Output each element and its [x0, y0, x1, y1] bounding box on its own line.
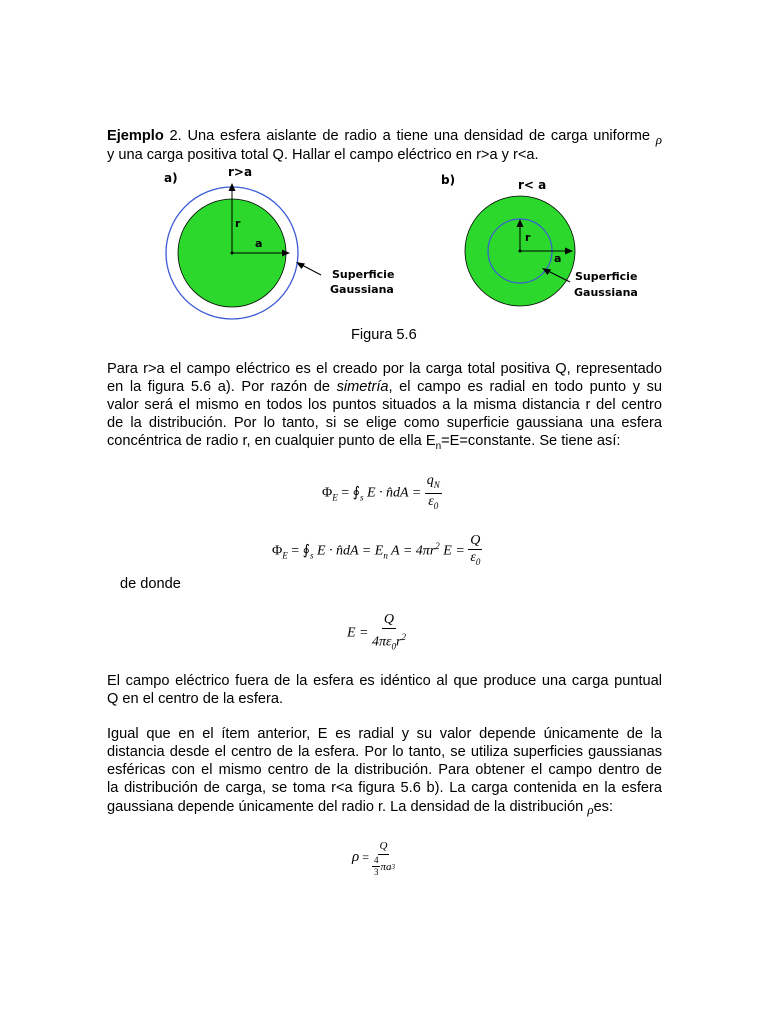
eq1-body: E · n̂dA = [363, 485, 425, 501]
eq3-fraction [372, 612, 406, 654]
case-b-label: r< a [518, 178, 547, 192]
para3-text-1: Igual que en el ítem anterior, E es radial y su valor depende únicamente de la [107, 726, 662, 742]
para1-sub-n: n [435, 440, 442, 452]
eq4-inner-den: 3 [373, 867, 379, 877]
surface-label-a-1: Superficie [332, 268, 395, 281]
para3-text-3: esféricas con el mismo centro de la distribución. Para obtener el campo dentro de [107, 762, 662, 778]
eq4-num: Q [378, 838, 390, 855]
rho-symbol-2: ρ [587, 802, 594, 817]
para1-text-4: de la distribución. Por lo tanto, si se elige como superficie gaussiana una esfera [107, 415, 662, 431]
eq3-den-sup: 2 [401, 632, 406, 642]
para3-line-5 [107, 798, 662, 816]
eq4-fraction [372, 838, 395, 878]
eq2-phi-sub: E [282, 550, 288, 561]
eq2-body-3: E = [439, 543, 469, 559]
example-number: 2. [163, 128, 182, 144]
eq2-sup: 2 [435, 540, 440, 551]
eq4-inner-num: 4 [373, 855, 379, 865]
figure-caption: Figura 5.6 [351, 327, 417, 343]
de-donde [120, 576, 675, 593]
de-donde-text: de donde [120, 576, 181, 592]
eq3-den-1: 4πε [372, 634, 392, 650]
eq2-den: ε [470, 550, 476, 565]
eq3-num: Q [383, 612, 395, 627]
eq1-den-sub: 0 [433, 500, 439, 511]
eq3-lhs: E = [347, 625, 372, 641]
eq4-inner-fraction [372, 855, 381, 878]
para1-text-5a: concéntrica de radio r, en cualquier punto de ella E [107, 433, 436, 449]
para3-text-5b: es: [593, 799, 614, 815]
para2-line-2 [107, 691, 662, 708]
para1-text-5b: =E=constante. Se tiene así: [441, 433, 621, 449]
eq2-fraction [468, 533, 482, 570]
eq4-tail: πa [380, 860, 392, 873]
eq1-fraction [425, 473, 442, 514]
eq4-rho: ρ [352, 848, 360, 865]
eq2-body-1: E · n̂dA = E [313, 543, 384, 559]
eq2-sub-n: n [383, 550, 388, 561]
panel-a-label: a) [164, 171, 178, 185]
equation-1 [322, 473, 442, 514]
eq2-body-2: A = 4πr [387, 543, 436, 559]
equation-4 [352, 838, 395, 878]
para3-text-2: distancia desde el centro de la esfera. Por lo tanto, se utiliza superficies gaussianas [107, 744, 662, 760]
example-text-1: Una esfera aislante de radio a tiene una densidad de carga uniforme [181, 128, 650, 144]
sphere-diagram-a [160, 180, 430, 330]
surface-label-b-2: Gaussiana [574, 286, 638, 299]
eq1-num-sub: N [433, 479, 440, 490]
para1-text-3: valor será el mismo en todos los puntos situados a la misma distancia r del centro [107, 397, 662, 413]
eq1-den: ε [428, 493, 434, 509]
para1-text-2a: en la figura 5.6 a). Por razón de [107, 379, 337, 395]
eq3-den-sub: 0 [391, 641, 397, 652]
example-line-2 [107, 147, 662, 164]
para1-text-2b: simetría [336, 379, 389, 395]
eq2-num: Q [470, 533, 481, 548]
a-label-a: a [255, 237, 263, 250]
eq2-phi: Φ [272, 543, 283, 559]
example-heading: Ejemplo [107, 128, 164, 144]
para2-text-1: El campo eléctrico fuera de la esfera es idéntico al que produce una carga puntual [107, 673, 662, 689]
panel-b-label: b) [441, 173, 456, 187]
eq2-integral: = ∮ [287, 543, 310, 559]
eq3-den-2: r [396, 634, 402, 650]
para3-text-5a: gaussiana depende únicamente del radio r. La densidad de la distribución [107, 799, 588, 815]
eq1-phi: Φ [322, 485, 333, 501]
a-label-b: a [554, 252, 562, 265]
para1-line-5 [107, 433, 662, 455]
example-text-2: y una carga positiva total Q. Hallar el campo eléctrico en r>a y r<a. [107, 147, 539, 163]
eq1-phi-sub: E [332, 492, 338, 503]
eq4-equals: = [359, 849, 372, 864]
surface-label-b-1: Superficie [575, 270, 638, 283]
r-label-b: r [525, 231, 531, 244]
r-label-a: r [235, 217, 241, 230]
surface-label-a-2: Gaussiana [330, 283, 394, 296]
para1-text-2c: , el campo es radial en todo punto y su [388, 379, 662, 395]
eq1-integral: = ∮ [337, 485, 360, 501]
eq4-sup: 3 [391, 862, 395, 871]
equation-2 [272, 533, 482, 570]
rho-symbol: ρ [655, 132, 662, 147]
para1-text-1: Para r>a el campo eléctrico es el creado por la carga total positiva Q, representado [107, 361, 662, 377]
equation-3 [347, 612, 406, 654]
para2-text-2: Q en el centro de la esfera. [107, 691, 284, 707]
eq2-den-sub: 0 [475, 556, 481, 567]
eq2-int-sub: s [309, 550, 314, 561]
case-a-label: r>a [228, 165, 253, 179]
para3-text-4: la distribución de carga, se toma r<a figura 5.6 b). La carga contenida en la esfera [107, 780, 662, 796]
eq1-num: q [426, 473, 434, 488]
eq1-int-sub: s [359, 492, 364, 503]
